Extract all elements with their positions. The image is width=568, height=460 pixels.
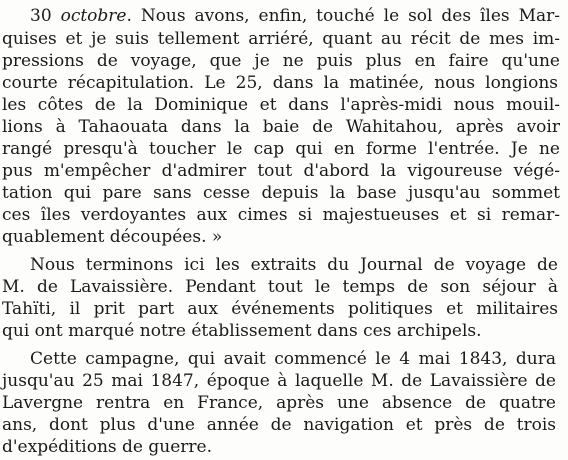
text-line: Tahïti, il prit part aux événements politiques et militaires bbox=[2, 299, 558, 319]
text-line: quablement découpées. » bbox=[2, 227, 223, 247]
date-month: octobre bbox=[60, 6, 127, 26]
text-line: M. de Lavaissière. Pendant tout le temps de son séjour à bbox=[2, 277, 558, 297]
text-line: pus m'empêcher d'admirer tout d'abord la vigoureuse végé- bbox=[2, 161, 560, 181]
text-line-rest: . Nous avons, enfin, touché le sol des îles Mar- bbox=[126, 6, 561, 26]
text-line: jusqu'au 25 mai 1847, époque à laquelle M. de Lavaissière de bbox=[2, 371, 556, 391]
text-line: tation qui pare sans cesse depuis la base jusqu'au sommet bbox=[2, 183, 560, 203]
text-line: les côtes de la Dominique et dans l'après-midi nous mouil- bbox=[2, 95, 560, 115]
text-line: ces îles verdoyantes aux cimes si majestueuses et si remar- bbox=[2, 205, 560, 225]
text-line bbox=[30, 6, 560, 27]
text-line: Cette campagne, qui avait commencé le 4 mai 1843, dura bbox=[30, 349, 556, 369]
text-line: Nous terminons ici les extraits du Journal de voyage de bbox=[30, 255, 558, 275]
text-line: d'expéditions de guerre. bbox=[2, 437, 213, 457]
text-line: quises et je suis tellement arriéré, quant au récit de mes im- bbox=[2, 29, 560, 49]
text-line: lions à Tahaouata dans la baie de Wahitahou, après avoir bbox=[2, 117, 560, 137]
text-line: qui ont marqué notre établissement dans ces archipels. bbox=[2, 321, 482, 341]
text-line: Lavergne rentra en France, après une absence de quatre bbox=[2, 393, 556, 413]
text-line: pressions de voyage, que je ne puis plus en faire qu'une bbox=[2, 51, 560, 71]
text-line: ans, dont plus d'une année de navigation et près de trois bbox=[2, 415, 556, 435]
text-line: rangé presqu'à toucher le cap qui en forme l'entrée. Je ne bbox=[2, 139, 560, 159]
date-number: 30 bbox=[30, 6, 61, 26]
text-line: courte récapitulation. Le 25, dans la matinée, nous longions bbox=[2, 73, 558, 93]
